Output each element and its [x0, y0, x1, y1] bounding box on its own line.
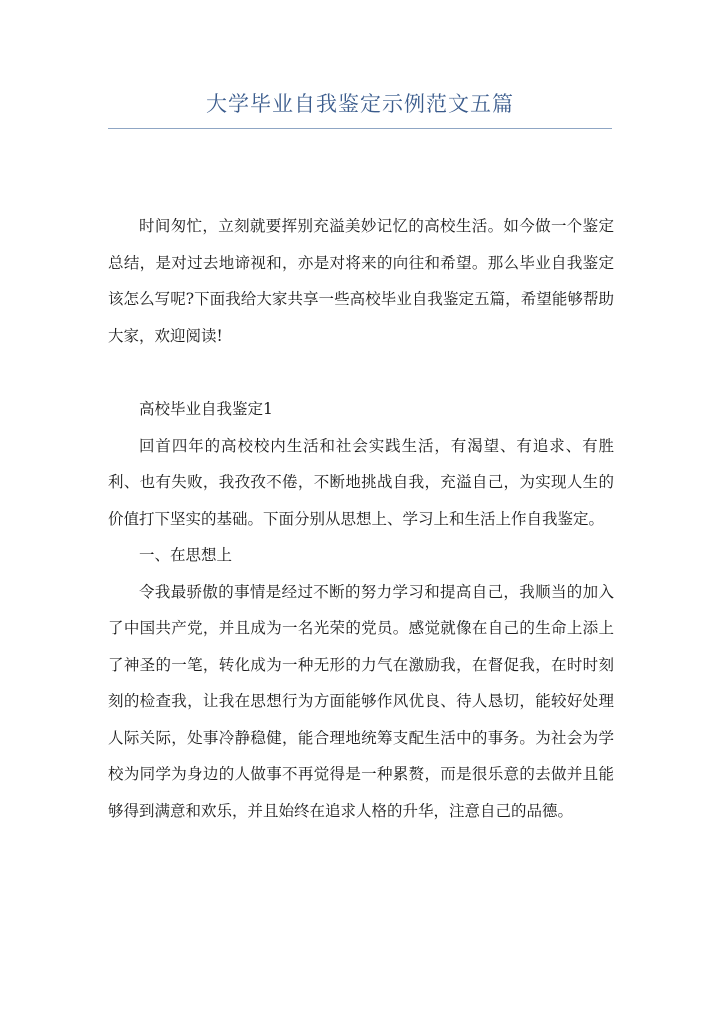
paragraph-spacer	[108, 354, 614, 391]
section-paragraph: 令我最骄傲的事情是经过不断的努力学习和提高自己，我顺当的加入了中国共产党，并且成为一名光荣的党员。感觉就像在自己的生命上添上了神圣的一笔，转化成为一种无形的力气在激励我，在督促我，在时时刻刻的检查我，让我在思想行为方面能够作风优良、待人恳切，能较好处理人际关际，处事冷静稳健，能合理地统筹支配生活中的事务。为社会为学校为同学为身边的人做事不再觉得是一种累赘，而是很乐意的去做并且能够得到满意和欢乐，并且始终在追求人格的升华，注意自己的品德。	[108, 582, 614, 820]
title-divider	[108, 128, 612, 129]
subheading: 一、在思想上	[139, 546, 233, 564]
section-heading: 高校毕业自我鉴定1	[139, 400, 273, 418]
document-body	[108, 208, 614, 829]
section-paragraph: 回首四年的高校校内生活和社会实践生活，有渴望、有追求、有胜利、也有失败，我孜孜不倦，不断地挑战自我，充溢自己，为实现人生的价值打下坚实的基础。下面分别从思想上、学习上和生活上作自我鉴定。	[108, 436, 614, 528]
document-title: 大学毕业自我鉴定示例范文五篇	[206, 92, 514, 116]
intro-paragraph: 时间匆忙，立刻就要挥别充溢美妙记忆的高校生活。如今做一个鉴定总结，是对过去地谛视和，亦是对将来的向往和希望。那么毕业自我鉴定该怎么写呢?下面我给大家共享一些高校毕业自我鉴定五篇，希望能够帮助大家，欢迎阅读!	[108, 217, 614, 345]
